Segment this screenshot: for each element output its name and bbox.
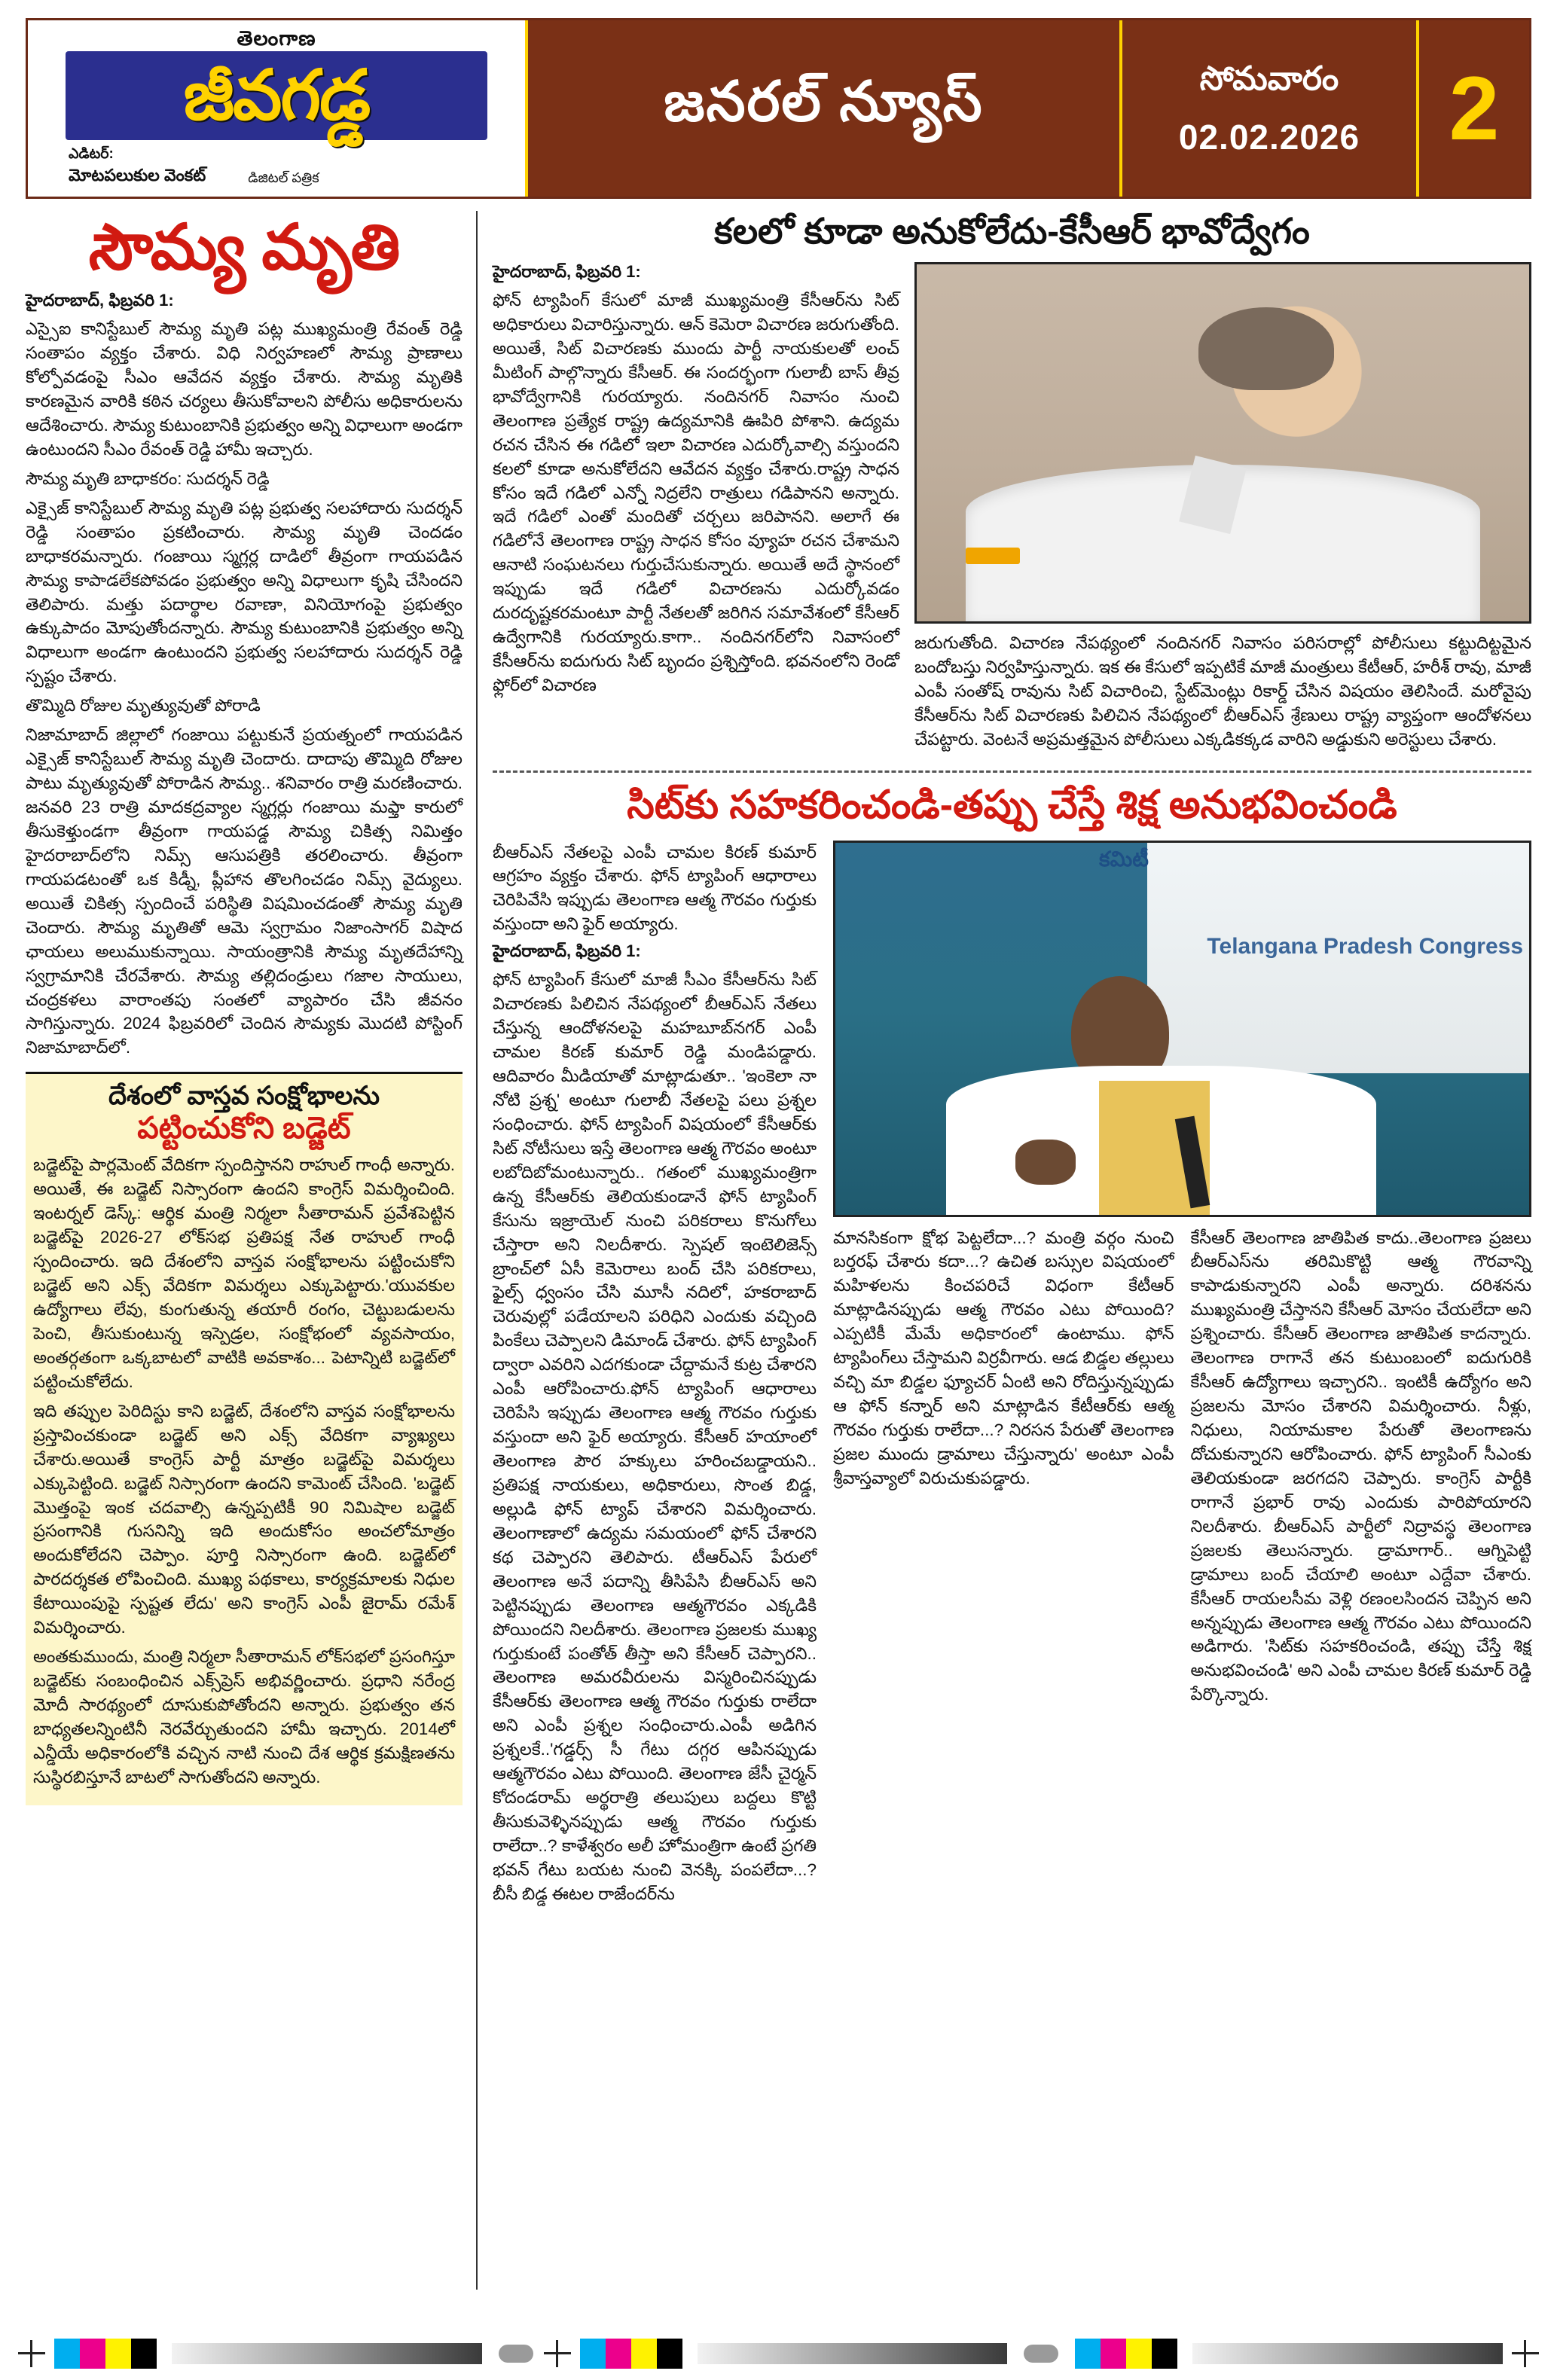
color-swatch-magenta bbox=[606, 2339, 631, 2369]
sit-paragraph: ఫోన్ ట్యాపింగ్ కేసులో మాజీ సీఎం కేసీఆర్‌ను సిట్ విచారణకు పిలిచిన నేపథ్యంలో బీఆర్ఎస్ నేతలు చేస్తున్న ఆందోళనలపై మహబూబ్‌నగర్ ఎంపీ చామల కిరణ్ కుమార్ రెడ్డి మండిపడ్డారు. ఆదివారం మీడియాతో మాట్లాడుతూ.. 'ఇంకెలా నా నోటి ప్రశ్న' అంటూ గులాబీ నేతలపై పలు ప్రశ్నల సంధించారు. ఫోన్ ట్యాపింగ్ విషయంలో కేసీఆర్‌కు సిట్ నోటీసులు ఇస్తే తెలంగాణ ఆత్మ గౌరవం అంటూ లబోదిబోమంటున్నారు.. గతంలో ముఖ్యమంత్రిగా ఉన్న కేసీఆర్‌కు తెలియకుండానే ఫోన్ ట్యాపింగ్ కేసును ఇజ్రాయెల్ నుంచి పరికరాలు కొనుగోలు చేస్తారా అని నిలదీశారు. స్పెషల్ ఇంటెలిజెన్స్ బ్రాంచ్‌లో ఏసీ కెమెరాలు బంద్ చేసి పరికరాలు, ఫైల్స్ ధ్వంసం చేసి మూసీ నదిలో, హకరాబాద్ చెరువుల్లో పడేయాలని పరిధిని ఎందుకు వచ్చింది పింకేలు చెప్పాలని డిమాండ్ చేశారు. ఫోన్ ట్యాపింగ్ ద్వారా ఎవరిని ఎదగకుండా చేద్దామనే కుట్ర చేశారని ఎంపీ ఆరోపించారు.ఫోన్ ట్యాపింగ్ ఆధారాలు చెరిపేసి ఇప్పుడు తెలంగాణ ఆత్మ గౌరవం గుర్తుకు వస్తుందా అని ఫైర్ అయ్యారు. కేసీఆర్ హయాంలో తెలంగాణ పౌర హక్కులు హరించబడ్డాయని.. ప్రతిపక్ష నాయకులు, అధికారులు, సొంత బిడ్డ, అల్లుడి ఫోన్ ట్యాప్ చేశారని విమర్శించారు. తెలంగాణాలో ఉద్యమ సమయంలో ఫోన్ చేశారని కథ చెప్పారని తెలిపారు. టీఆర్ఎస్ పేరులో తెలంగాణ అనే పదాన్ని తీసిపేసి బీఆర్ఎస్ అని పెట్టినప్పుడు తెలంగాణ ఆత్మగౌరవం ఎక్కడికి పోయిందని నిలదీశారు. తెలంగాణ ప్రజలకు ముఖ్య గుర్తుకుంటే పంతోత్ తీస్తా అని కేసీఆర్ చెప్పారని.. తెలంగాణ అమరవీరులను విస్మరించినప్పుడు కేసీఆర్‌కు తెలంగాణ ఆత్మ గౌరవం గుర్తుకు రాలేదా అని ఎంపీ ప్రశ్నల సంధించారు.ఎంపీ అడిగిన ప్రశ్నలకే..'గడ్డర్స్ సీ గేటు దగ్గర ఆపినప్పుడు ఆత్మగౌరవం ఎటు పోయింది. తెలంగాణ జేసీ చైర్మన్ కోదండరామ్ అర్థరాత్రి తలుపులు బద్దలు కొట్టి తీసుకువెళ్ళినప్పుడు ఆత్మ గౌరవం గుర్తుకు రాలేదా..? కాళేశ్వరం అలీ హోమంత్రిగా ఉంటే ప్రగతి భవన్ గేటు బయట నుంచి వెనక్కి పంపలేదా...? బీసీ బిడ్డ ఈటల రాజేందర్‌ను bbox=[493, 970, 817, 1903]
mp-press-meet-photo bbox=[833, 841, 1531, 1217]
registration-cross-icon bbox=[1510, 2339, 1540, 2369]
sit-paragraph: కేసీఆర్ తెలంగాణ జాతిపిత కాదు..తెలంగాణ ప్రజలు బీఆర్ఎస్‌ను తరిమికొట్టి ఆత్మ గౌరవాన్ని కాపాడుకున్నారని ఎంపీ అన్నారు. దరిశనను ముఖ్యమంత్రి చేస్తానని కేసీఆర్ మోసం చేయలేదా అని ప్రశ్నించారు. కేసీఆర్ తెలంగాణ జాతిపిత కాదన్నారు. తెలంగాణ రాగానే తన కుటుంబంలో ఐదుగురికి కేసీఆర్ ఉద్యోగాలు ఇచ్చారని.. ఇంటికీ ఉద్యోగం అని ప్రజలను మోసం చేశారని విమర్శించారు. నీళ్లు, నిధులు, నియామకాల పేరుతో తెలంగాణను దోచుకున్నారని ఆరోపించారు. ఫోన్ ట్యాపింగ్ సీఎంకు తెలియకుండా జరగదని చెప్పారు. కాంగ్రెస్ పార్టీకి రాగానే ప్రభార్ రావు ఎందుకు పారిపోయారని నిలదీశారు. బీఆర్ఎస్ పార్టీలో నిద్రావస్థ తెలంగాణ ప్రజలకు తెలుసన్నారు. డ్రామాగార్.. ఆగ్నిపెట్టి డ్రామాలు బంద్ చేయాలి అంటూ ఎద్దేవా చేశారు. కేసీఆర్ రాయలసీమ వెళ్లి రణంలసిందన చెప్పిన అని అన్నప్పుడు తెలంగాణ ఆత్మ గౌరవం ఎటు పోయిందని అడిగారు. 'సిట్‌కు సహకరించండి, తప్పు చేస్తే శిక్ష అనుభవించండి' అని ఎంపీ చామల కిరణ్ కుమార్ రెడ్డి పేర్కొన్నారు. bbox=[1190, 1228, 1531, 1704]
budget-paragraph: బడ్జెట్‌పై పార్లమెంట్ వేదికగా స్పందిస్తానని రాహుల్ గాంధీ అన్నారు. అయితే, ఈ బడ్జెట్ నిస్సారంగా ఉందని కాంగ్రెస్ విమర్శించింది. ఇంటర్నల్ డెస్క్: ఆర్థిక మంత్రి నిర్మలా సీతారామన్ ప్రవేశపెట్టిన బడ్జెట్‌పై 2026-27 లోక్‌సభ ప్రతిపక్ష నేత రాహుల్ గాంధీ స్పందించారు. ఇది దేశంలోని వాస్తవ సంక్షోభాలను పట్టించుకోని బడ్జెట్ అని ఎక్స్ వేదికగా విమర్శలు ఎక్కుపెట్టారు.'యువకుల ఉద్యోగాలు లేవు, కుంగుతున్న తయారీ రంగం, చెట్టుబడులను పెంచి, తీసుకుంటున్న ఇస్పెడ్రల, సంక్షోభంలో వ్యవసాయం, అంతర్గతంగా ఒక్కబాటలో వాటికి అవకాశం... పెటాన్నిటి బడ్జెట్‌లో పట్టించుకోలేదు. bbox=[33, 1155, 455, 1391]
photo-banner-top-text: కమిటీ bbox=[1098, 847, 1149, 871]
budget-headline-line1: దేశంలో వాస్తవ సంక్షోభాలను bbox=[108, 1082, 380, 1111]
color-swatch-yellow bbox=[631, 2339, 657, 2369]
color-swatch-group-left bbox=[54, 2339, 157, 2369]
color-swatch-black bbox=[131, 2339, 157, 2369]
color-swatch-cyan bbox=[54, 2339, 80, 2369]
sit-intro: బీఆర్ఎస్ నేతలపై ఎంపీ చామల కిరణ్ కుమార్ ఆగ్రహం వ్యక్తం చేశారు. ఫోన్ ట్యాపింగ్ ఆధారాలు చెరిపివేసి ఇప్పుడు తెలంగాణ ఆత్మ గౌరవం గుర్తుకు వస్తుందా అని ఫైర్ అయ్యారు. bbox=[493, 842, 817, 934]
sit-story-top bbox=[493, 841, 1531, 1912]
date-label: 02.02.2026 bbox=[1178, 117, 1360, 157]
masthead bbox=[26, 18, 1531, 199]
masthead-editor-row bbox=[66, 146, 487, 189]
color-swatch-cyan bbox=[580, 2339, 606, 2369]
kcr-portrait-photo bbox=[914, 262, 1531, 624]
masthead-logo: జీవగడ్డ bbox=[183, 56, 370, 134]
weekday-label: సోమవారం bbox=[1199, 60, 1339, 97]
masthead-supertitle: తెలంగాణ bbox=[237, 26, 316, 50]
photo-detail-hair bbox=[1198, 307, 1334, 390]
registration-cross-icon bbox=[17, 2339, 47, 2369]
budget-paragraph: అంతకుముందు, మంత్రి నిర్మలా సీతారామన్ లోక్‌సభలో ప్రసంగిస్తూ బడ్జెట్‌కు సంబంధించిన ఎక్స్‌ప్రెస్ అభివర్ణించారు. ప్రధాని నరేంద్ర మోదీ సారథ్యంలో దూసుకుపోతోందని అన్నారు. ప్రభుత్వం తన బాధ్యతలన్నింటినీ నెరవేర్చుతుందని హామీ ఇచ్చారు. 2014లో ఎన్డీయే అధికారంలోకి వచ్చిన నాటి నుంచి దేశ ఆర్థిక క్రమక్షిణతను సుస్థిరబిస్తూనే బాటలో సాగుతోందని అన్నారు. bbox=[33, 1647, 455, 1787]
kcr-dateline: హైదరాబాద్, ఫిబ్రవరి 1: bbox=[493, 262, 641, 282]
sit-paragraph: మానసికంగా క్షోభ పెట్టలేదా...? మంత్రి వర్గం నుంచి బర్తరఫ్ చేశారు కదా...? ఉచిత బస్సుల విషయంలో మహిళలను కించపరిచే విధంగా కేటీఆర్ మాట్లాడినప్పుడు ఆత్మ గౌరవం ఎటు పోయింది? ఎప్పటికీ మేమే అధికారంలో ఉంటాము. ఫోన్ ట్యాపింగ్‌లు చేస్తామని విర్రవీగారు. ఆడ బిడ్డల తల్లులు వచ్చి మా బిడ్డల ఫ్యూచర్ ఏంటి అని రోదిస్తున్నప్పుడు ఆ ఫోన్ కన్నార్ అని మాట్లాడిన కేటీఆర్‌కు ఆత్మ గౌరవం గుర్తుకు రాలేదా...? నిరసన పేరుతో తెలంగాణ ప్రజల ముందు డ్రామాలు చేస్తున్నారు' అంటూ ఎంపీ శ్రీవాస్తవ్యాలో విరుచుకుపడ్డారు. bbox=[833, 1228, 1174, 1488]
greyscale-gradient-bar bbox=[1192, 2343, 1503, 2364]
kcr-paragraph: ఫోన్ ట్యాపింగ్ కేసులో మాజీ ముఖ్యమంత్రి కేసీఆర్‌ను సిట్ అధికారులు విచారిస్తున్నారు. ఆన్ కెమెరా విచారణ జరుగుతోంది. అయితే, సిట్ విచారణకు ముందు పార్టీ నాయకులతో లంచ్ మీటింగ్ పాల్గొన్నారు కేసీఆర్. ఈ సందర్భంగా గులాబీ బాస్ తీవ్ర భావోద్వేగానికి గురయ్యారు. నందినగర్ నివాసం నుంచి తెలంగాణ ప్రత్యేక రాష్ట్ర ఉద్యమానికి ఊపిరి పోశాని. ఉద్యమ రచన చేసిన ఈ గడిలో ఇలా విచారణ ఎదుర్కోవాల్సి వస్తుందని కలలో కూడా అనుకోలేదని ఆవేదన వ్యక్తం చేశారు.రాష్ట్ర సాధన కోసం ఇదే గడిలో ఎన్నో నిద్రలేని రాత్రులు గడిపానని అన్నారు. ఇదే గడిలో ఎంతో మందితో చర్చలు జరిపానని. అలాగే ఈ గడిలోనే తెలంగాణ రాష్ట్ర సాధన కోసం వ్యూహ రచన చేశామని ఆనాటి సంఘటనలు గుర్తుచేసుకున్నారు. అయితే అదే స్థానంలో ఇప్పుడు ఇదే గడిలో విచారణను ఎదుర్కోవడం దురదృష్టకరమంటూ పార్టీ నేతలతో జరిగిన సమావేశంలో కేసీఆర్ ఉద్వేగానికి గురయ్యారు.కాగా.. నందినగర్‌లోని నివాసంలో కేసీఆర్‌ను ఐదుగురు సిట్ బృందం ప్రశ్నిస్తోంది. భవనంలోని రెండో ఫ్లోర్‌లో విచారణ bbox=[493, 291, 899, 695]
masthead-sub-note: డిజిటల్ పత్రిక bbox=[248, 169, 319, 185]
page-content bbox=[26, 211, 1531, 2290]
lead-paragraph: నిజామాబాద్ జిల్లాలో గంజాయి పట్టుకునే ప్రయత్నంలో గాయపడిన ఎక్సైజ్ కానిస్టేబుల్ సౌమ్య మృతి చెందారు. దాదాపు తొమ్మిది రోజుల పాటు మృత్యువుతో పోరాడిన సౌమ్య.. శనివారం రాత్రి మరణించారు. జనవరి 23 రాత్రి మాదకద్రవ్యాల స్మగ్లర్లు గంజాయి మఫ్తా కారులో తీసుకెళ్తుండగా తీవ్రంగా గాయపడ్డ సౌమ్య చికిత్స నిమిత్తం హైదరాబాద్‌లోని నిమ్స్ ఆసుపత్రికి తరలించారు. తీవ్రంగా గాయపడటంతో ఒక కిడ్నీ, ప్లీహాన తొలగించడం నిమ్స్ వైద్యులు. అయితే చికిత్స స్పందించే పరిస్థితి విషమించడంతో సౌమ్య మృతి చెందారు. సౌమ్య మృతితో ఆమె స్వగ్రామం నిజాంసాగర్ విషాద ఛాయలు అలుముకున్నాయి. సాయంత్రానికి సౌమ్య మృతదేహాన్ని స్వగ్రామానికి చేరవేశారు. సౌమ్య తల్లిదండ్రులు గజాల సాయులు, చంద్రకళలు వారాంతపు సంతలో వ్యాపారం చేసి జీవనం సాగిస్తున్నారు. 2024 ఫిబ్రవరిలో చెందిన సౌమ్యకు మొదటి పోస్టింగ్ నిజామాబాద్‌లో. bbox=[26, 725, 463, 1057]
kcr-paragraph: జరుగుతోంది. విచారణ నేపథ్యంలో నందినగర్ నివాసం పరిసరాల్లో పోలీసులు కట్టుదిట్టమైన బందోబస్తు నిర్వహిస్తున్నారు. ఇక ఈ కేసులో ఇప్పటికే మాజీ మంత్రులు కేటీఆర్, హరీశ్ రావు, మాజీ ఎంపీ సంతోష్ రావును సిట్ విచారించి, స్టేట్‌మెంట్లు రికార్డ్ చేసిన విషయం తెలిసిందే. మరోవైపు కేసీఆర్‌ను సిట్ విచారణకు పిలిచిన నేపథ్యంలో బీఆర్ఎస్ శ్రేణులు రాష్ట్ర వ్యాప్తంగా ఆందోళనలు చేపట్టారు. వెంటనే అప్రమత్తమైన పోలీసులు ఎక్కడికక్కడ వారిని అడ్డుకుని అరెస్టులు చేశారు. bbox=[914, 633, 1531, 749]
sit-dateline: హైదరాబాద్, ఫిబ్రవరి 1: bbox=[493, 941, 641, 961]
density-dot bbox=[499, 2345, 533, 2363]
masthead-page-number-block bbox=[1416, 20, 1529, 197]
color-swatch-black bbox=[1152, 2339, 1177, 2369]
budget-paragraph: ఇది తప్పుల పెరిదిస్టు కాని బడ్జెట్, దేశంలోని వాస్తవ సంక్షోభాలను ప్రస్తావించకుండా బడ్జెట్ అని ఎక్స్ వేదికగా వ్యాఖ్యలు చేశారు.అయితే కాంగ్రెస్ పార్టీ మాత్రం బడ్జెట్‌పై విమర్శలు ఎక్కుపెట్టింది. బడ్జెట్ నిస్సారంగా ఉందని కామెంట్ చేసింది. 'బడ్జెట్ మొత్తంపై ఇంక చదవాల్సి ఉన్నప్పటికీ 90 నిమిషాల బడ్జెట్ ప్రసంగానికి గుసనిన్ని ఇది అందుకోసం అంచలోమాత్రం అందుకోలేదని చెప్పాం. పూర్తి నిస్సారంగా ఉంది. బడ్జెట్‌లో పారదర్శకత లోపించింది. ముఖ్య పథకాలు, కార్యక్రమాలకు నిధుల కేటాయింపుపై స్పష్టత లేదు' అని కాంగ్రెస్ ఎంపీ జైరామ్ రమేశ్ విమర్శించారు. bbox=[33, 1401, 455, 1637]
right-column bbox=[478, 211, 1531, 2290]
section-divider bbox=[493, 770, 1531, 773]
color-swatch-group-right bbox=[1075, 2339, 1177, 2369]
photo-banner-side-text: Telangana Pradesh Congress bbox=[1207, 933, 1523, 959]
kcr-story-body bbox=[493, 262, 1531, 757]
budget-story-box bbox=[26, 1072, 463, 1805]
density-dot bbox=[1024, 2345, 1058, 2363]
photo-detail-band bbox=[966, 548, 1020, 564]
color-swatch-group-mid bbox=[580, 2339, 682, 2369]
left-column bbox=[26, 211, 478, 2290]
color-swatch-cyan bbox=[1075, 2339, 1101, 2369]
lead-paragraph: ఎస్సైఐ కానిస్టేబుల్ సౌమ్య మృతి పట్ల ముఖ్యమంత్రి రేవంత్ రెడ్డి సంతాపం వ్యక్తం చేశారు. విధి నిర్వహణలో సౌమ్య ప్రాణాలు కోల్పోవడంపై సీఎం ఆవేదన వ్యక్తం చేశారు. సౌమ్య మృతికి కారణమైన వారికి కఠిన చర్యలు తీసుకోవాలని పోలీసు అధికారులను ఆదేశించారు. సౌమ్య కుటుంబానికి ప్రభుత్వం అన్ని విధాలుగా అండగా ఉంటుందని సీఎం రేవంత్ రెడ్డి హామీ ఇచ్చారు. bbox=[26, 319, 463, 459]
color-swatch-magenta bbox=[80, 2339, 105, 2369]
photo-detail-hand bbox=[1015, 1140, 1076, 1185]
greyscale-gradient-bar bbox=[172, 2343, 482, 2364]
section-title: జనరల్ న్యూస్ bbox=[664, 70, 984, 133]
color-swatch-black bbox=[657, 2339, 682, 2369]
greyscale-gradient-bar bbox=[698, 2343, 1008, 2364]
lead-headline: సౌమ్య మృతి bbox=[88, 212, 400, 282]
page-number: 2 bbox=[1449, 58, 1500, 159]
sit-intro-column bbox=[493, 841, 817, 1912]
editor-name: మోటపలుకుల వెంకట్ bbox=[69, 165, 206, 185]
masthead-date-block bbox=[1122, 20, 1416, 197]
lead-subhead-2: తొమ్మిది రోజుల మృత్యువుతో పోరాడి bbox=[26, 696, 261, 716]
color-swatch-yellow bbox=[1126, 2339, 1152, 2369]
kcr-text-column bbox=[493, 262, 899, 757]
color-swatch-magenta bbox=[1101, 2339, 1126, 2369]
lead-subhead-1: సౌమ్య మృతి బాధాకరం: సుదర్శన్ రెడ్డి bbox=[26, 468, 270, 488]
color-swatch-yellow bbox=[105, 2339, 131, 2369]
kcr-story-headline: కలలో కూడా అనుకోలేదు-కేసీఆర్ భావోద్వేగం bbox=[714, 211, 1310, 251]
lead-dateline: హైదరాబాద్, ఫిబ్రవరి 1: bbox=[26, 291, 174, 310]
sit-lower-columns bbox=[833, 1226, 1531, 1713]
masthead-logo-plate bbox=[66, 51, 487, 140]
sit-right-column bbox=[833, 841, 1531, 1912]
masthead-brand bbox=[28, 20, 525, 197]
registration-cross-icon bbox=[542, 2339, 572, 2369]
kcr-photo-column bbox=[914, 262, 1531, 757]
budget-headline-line2: పట్టించుకోని బడ్జెట్ bbox=[137, 1112, 351, 1146]
masthead-section-band bbox=[525, 20, 1122, 197]
editor-label: ఎడిటర్: bbox=[69, 145, 114, 162]
sit-story-headline: సిట్‌కు సహకరించండి-తప్పు చేస్తే శిక్ష అనుభవించండి bbox=[627, 783, 1397, 827]
lead-paragraph: ఎక్సైజ్ కానిస్టేబుల్ సౌమ్య మృతి పట్ల ప్రభుత్వ సలహాదారు సుదర్శన్ రెడ్డి సంతాపం ప్రకటించారు. సౌమ్య మృతి చెందడం బాధాకరమన్నారు. గంజాయి స్మగ్లర్ల దాడిలో తీవ్రంగా గాయపడిన సౌమ్య కాపాడలేకపోవడం ప్రభుత్వం అన్ని విధాలుగా కృషి చేసిందని తెలిపారు. మత్తు పదార్థాల రవాణా, వినియోగంపై ప్రభుత్వం ఉక్కుపాదం మోపుతోందన్నారు. సౌమ్య కుటుంబానికి ప్రభుత్వం అన్ని విధాలుగా అండగా ఉంటుందని ప్రభుత్వ సలహాదారు సుదర్శన్ రెడ్డి స్పష్టం చేశారు. bbox=[26, 498, 463, 686]
print-registration-bar bbox=[0, 2327, 1557, 2380]
